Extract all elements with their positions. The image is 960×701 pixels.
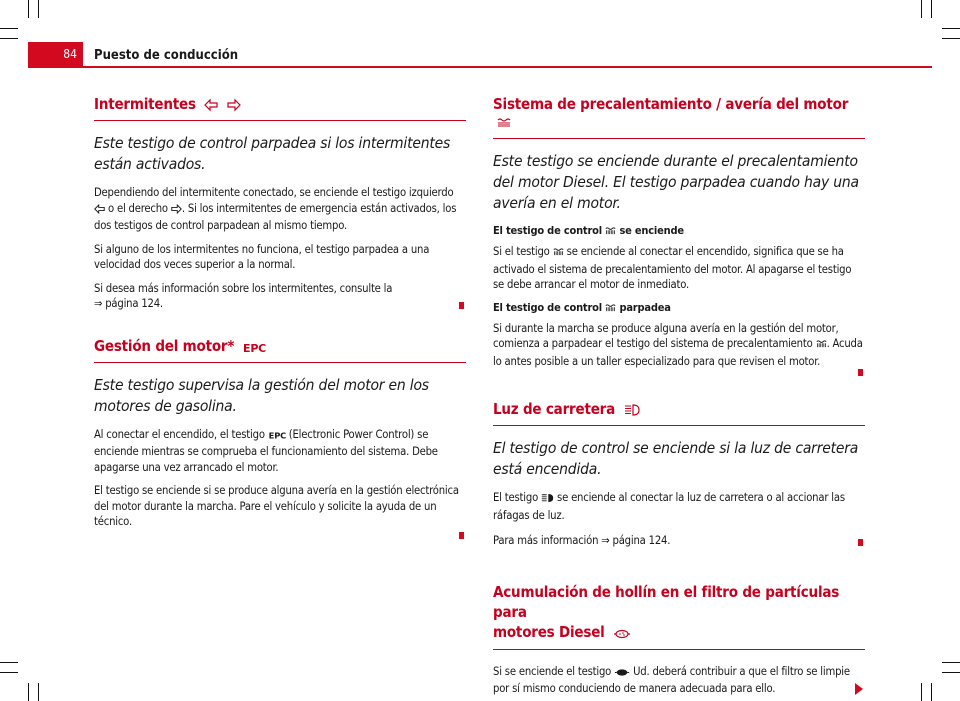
body-paragraph: [493, 664, 865, 697]
body-text: Si el testigo: [493, 245, 550, 258]
body-paragraph: [94, 427, 466, 476]
continue-arrow-icon: [855, 683, 863, 695]
body-text: Si se enciende el testigo: [493, 664, 612, 678]
page-reference-link[interactable]: ⇒ página 124.: [94, 297, 163, 310]
body-text: o el derecho: [108, 201, 168, 215]
section-heading-precalentamiento: [493, 95, 865, 139]
crop-mark: [38, 0, 39, 18]
section-end-marker: [459, 302, 464, 309]
subheading: [493, 224, 865, 240]
subheading-text: parpadea: [619, 300, 671, 314]
body-text: El testigo: [493, 491, 539, 504]
svg-text:EPC: EPC: [268, 429, 286, 440]
section-title: Luz de carretera: [493, 400, 616, 418]
section-heading-luz-carretera: [493, 400, 865, 426]
body-text: se enciende al conectar el encendido, significa que se ha activado el sistema de precalentamiento del motor. Al apagarse el testigo se debe arrancar el motor de inmediato.: [493, 245, 852, 291]
section-heading-intermitentes: [94, 95, 466, 121]
body-paragraph: [493, 490, 865, 523]
section-end-marker: [858, 369, 863, 376]
crop-mark: [0, 28, 18, 29]
page-reference-link[interactable]: Para más información ⇒ página 124.: [493, 534, 671, 547]
lead-text: Este testigo se enciende durante el precalentamiento del motor Diesel. El testigo parpadea cuando hay una avería en el motor.: [493, 152, 859, 212]
crop-mark: [0, 662, 18, 663]
glow-plug-icon: [553, 246, 564, 262]
crop-mark: [28, 0, 29, 18]
body-paragraph: [94, 185, 466, 234]
body-text: Dependiendo del intermitente conectado, se enciende el testigo izquierdo: [94, 186, 454, 199]
section-end-marker: [459, 532, 464, 539]
section-title: Intermitentes: [94, 95, 196, 113]
particle-filter-icon: [613, 624, 631, 644]
running-title: Puesto de conducción: [94, 48, 239, 63]
body-text: Ud. deberá contribuir a que el filtro se limpie por sí mismo conduciendo de manera adecuada para ello.: [493, 664, 850, 695]
body-text: Si desea más información sobre los intermitentes, consulte la: [94, 281, 393, 295]
high-beam-icon: [624, 402, 640, 420]
crop-mark: [0, 38, 18, 39]
epc-icon: [268, 429, 286, 445]
body-text: se enciende al conectar la luz de carretera o al accionar las ráfagas de luz.: [493, 491, 845, 522]
subheading-text: El testigo de control: [493, 224, 602, 237]
particle-filter-icon: [614, 666, 630, 682]
subheading-text: El testigo de control: [493, 300, 602, 314]
glow-plug-icon: [497, 115, 511, 133]
page-number: 84: [28, 42, 83, 67]
section-heading-gestion-motor: [94, 337, 466, 363]
body-text: . Si los intermitentes de emergencia están activados, los dos testigos de control parpadean al mismo tiempo.: [94, 201, 457, 232]
crop-mark: [0, 672, 18, 673]
crop-mark: [28, 683, 29, 701]
section-title-line: Acumulación de hollín en el filtro de partículas para: [493, 582, 840, 621]
turn-left-arrow-icon: [94, 203, 105, 219]
lead-text: Este testigo supervisa la gestión del motor en los motores de gasolina.: [94, 375, 429, 415]
lead-text: El testigo de control se enciende si la luz de carretera está encendida.: [493, 439, 859, 478]
right-column: [493, 95, 865, 695]
crop-mark: [921, 0, 922, 18]
turn-left-arrow-icon: [204, 97, 218, 115]
crop-mark: [942, 672, 960, 673]
body-paragraph: [493, 321, 865, 370]
header-rule: [28, 66, 932, 68]
section-heading-filtro-particulas: [493, 582, 865, 650]
glow-plug-icon: [816, 338, 827, 354]
glow-plug-icon: [605, 226, 616, 240]
body-paragraph: Si alguno de los intermitentes no funciona, el testigo parpadea a una velocidad dos veces superior a la normal.: [94, 242, 430, 271]
section-title: Sistema de precalentamiento / avería del motor: [493, 95, 849, 113]
section-title: Gestión del motor*: [94, 336, 235, 355]
crop-mark: [921, 683, 922, 701]
subheading: [493, 301, 865, 317]
section-title-line: motores Diesel: [493, 622, 605, 641]
subheading-text: se enciende: [619, 224, 684, 237]
body-text: (Electronic Power Control) se enciende mientras se comprueba el funcionamiento del sistema. Debe apagarse una vez arrancado el motor.: [94, 427, 438, 474]
crop-mark: [931, 0, 932, 18]
left-column: [94, 95, 466, 539]
epc-icon: [242, 339, 266, 357]
body-text: Si durante la marcha se produce alguna avería en la gestión del motor, comienza a parpadear el testigo del sistema de precalentamiento: [493, 321, 839, 350]
crop-mark: [942, 662, 960, 663]
lead-text: Este testigo de control parpadea si los intermitentes están activados.: [94, 134, 451, 173]
body-text: . Acuda lo antes posible a un taller especializado para que revisen el motor.: [493, 337, 863, 368]
crop-mark: [38, 683, 39, 701]
crop-mark: [942, 28, 960, 29]
crop-mark: [931, 683, 932, 701]
crop-mark: [942, 38, 960, 39]
turn-right-arrow-icon: [171, 203, 182, 219]
section-end-marker: [858, 539, 863, 546]
glow-plug-icon: [605, 303, 616, 317]
turn-right-arrow-icon: [227, 97, 241, 115]
svg-text:EPC: EPC: [242, 341, 266, 355]
body-text: Al conectar el encendido, el testigo: [94, 427, 265, 441]
high-beam-icon: [541, 492, 554, 508]
body-paragraph: [94, 281, 466, 312]
body-paragraph: El testigo se enciende si se produce alguna avería en la gestión electrónica del motor durante la marcha. Pare el vehículo y solicite la ayuda de un técnico.: [94, 484, 459, 528]
body-paragraph: [493, 244, 865, 293]
